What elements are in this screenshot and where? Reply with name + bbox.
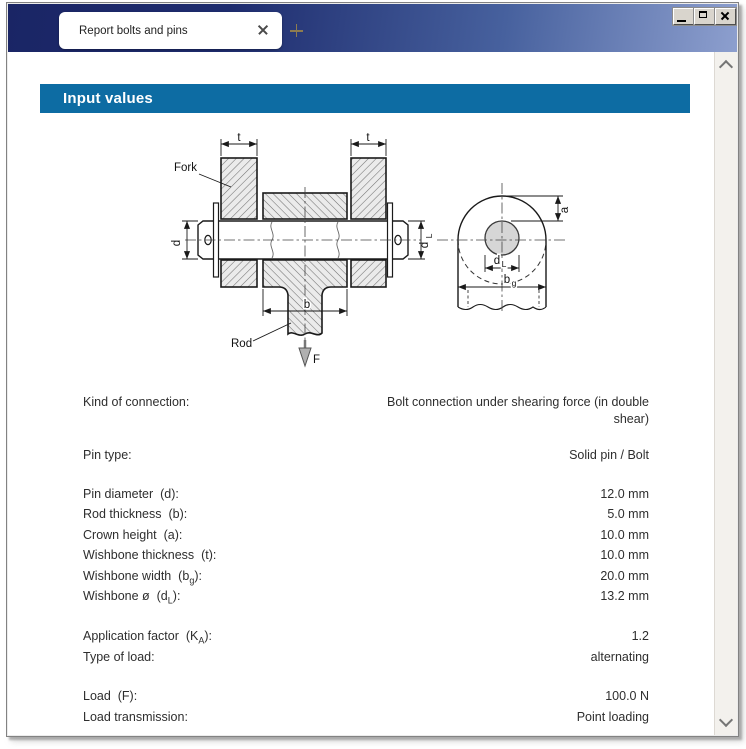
dim-label-t-right: t	[366, 132, 370, 144]
section-title: Input values	[63, 90, 153, 107]
dim-label-d: d	[171, 239, 183, 247]
tab-report-bolts-and-pins[interactable]	[59, 12, 282, 49]
table-row: Load transmission: Point loading	[83, 710, 649, 724]
svg-text:L: L	[424, 233, 434, 239]
table-row: Application factor $(K_A)$: 1.2	[83, 629, 649, 646]
vertical-scrollbar[interactable]	[714, 52, 737, 735]
table-row: Crown height (a): 10.0 mm	[83, 528, 649, 542]
rod-label: Rod	[231, 338, 253, 350]
table-row: Wishbone ø $(d_L)$: 13.2 mm	[83, 589, 649, 606]
table-row: Rod thickness (b): 5.0 mm	[83, 507, 649, 521]
table-row: Wishbone width $(b_g)$: 20.0 mm	[83, 569, 649, 586]
section-header-input-values	[40, 84, 690, 113]
dim-label-dl: d	[419, 241, 431, 249]
dim-label-dl2: d	[493, 255, 501, 267]
chevron-down-icon[interactable]	[719, 713, 733, 727]
app-window	[6, 2, 739, 737]
svg-text:g: g	[511, 278, 517, 288]
dim-label-t-left: t	[237, 132, 241, 144]
maximize-icon	[699, 11, 707, 18]
table-row: Pin diameter (d): 12.0 mm	[83, 487, 649, 501]
table-row: Wishbone thickness (t): 10.0 mm	[83, 548, 649, 562]
table-row: Pin type: Solid pin / Bolt	[83, 448, 649, 462]
new-tab-plus-icon[interactable]	[289, 23, 304, 38]
bolt-connection-diagram	[171, 130, 601, 380]
table-row: Kind of connection: Bolt connection under shearing force (in double shear)	[83, 395, 649, 426]
window-controls	[673, 8, 736, 24]
report-content	[8, 52, 737, 735]
dim-label-a: a	[559, 206, 571, 214]
table-row: Type of load: alternating	[83, 650, 649, 664]
svg-text:L: L	[501, 259, 507, 269]
minimize-icon	[677, 20, 686, 22]
table-row: Load (F): 100.0 N	[83, 689, 649, 703]
dim-label-bg: b	[503, 274, 511, 286]
title-bar	[8, 4, 737, 52]
close-button[interactable]	[715, 8, 736, 25]
tab-title: Report bolts and pins	[79, 24, 188, 37]
dim-label-b: b	[303, 299, 311, 311]
fork-label: Fork	[174, 162, 197, 174]
minimize-button[interactable]	[673, 8, 694, 25]
tab-close-icon[interactable]	[254, 21, 272, 39]
force-label: F	[313, 354, 321, 366]
chevron-up-icon[interactable]	[719, 60, 733, 74]
maximize-button[interactable]	[694, 8, 715, 25]
